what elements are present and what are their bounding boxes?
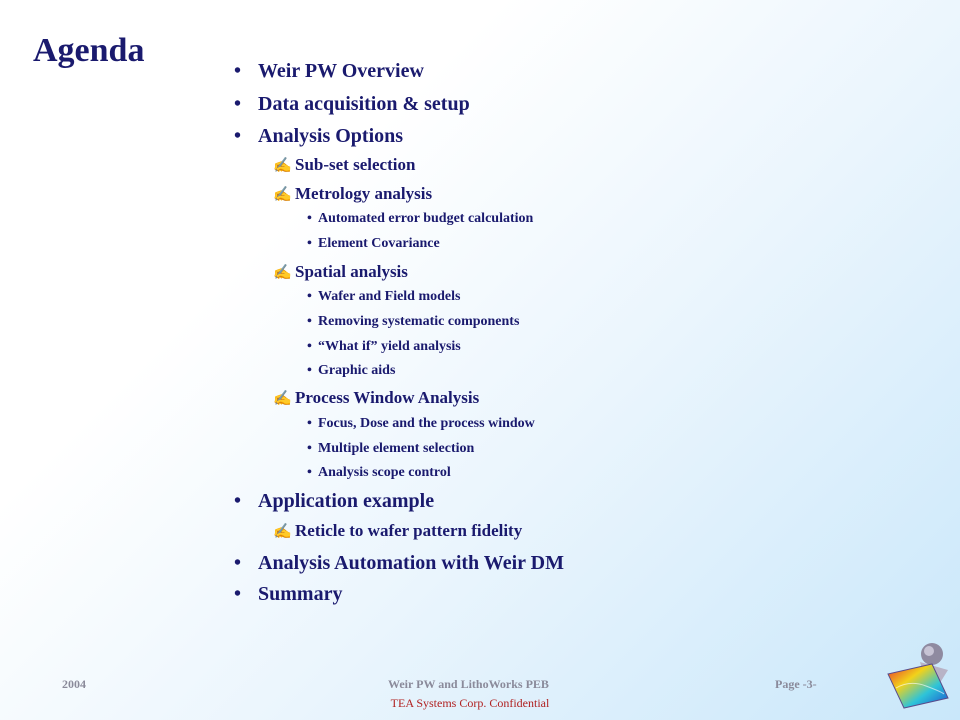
bullet-icon: •	[234, 552, 242, 574]
wafer-map-logo-icon	[886, 640, 954, 710]
agenda-item-level2	[273, 262, 408, 282]
agenda-item-text: Multiple element selection	[318, 441, 475, 456]
agenda-item-text: Graphic aids	[318, 363, 396, 378]
footer-title: Weir PW and LithoWorks PEB	[388, 677, 549, 691]
agenda-item-level2	[273, 184, 432, 204]
agenda-item-level3	[307, 314, 519, 330]
agenda-item-text: Reticle to wafer pattern fidelity	[295, 521, 523, 540]
agenda-item-level1	[234, 60, 424, 83]
bullet-icon: •	[307, 363, 312, 378]
agenda-item-level3	[307, 289, 460, 305]
pen-bullet-icon: ✍	[273, 265, 292, 281]
agenda-item-text: Spatial analysis	[295, 262, 408, 281]
agenda-item-level3	[307, 236, 440, 252]
agenda-item-level1	[234, 93, 470, 116]
agenda-item-text: Application example	[258, 490, 435, 512]
agenda-item-level3	[307, 416, 535, 432]
agenda-item-text: Analysis Options	[258, 125, 404, 147]
bullet-icon: •	[307, 339, 312, 354]
bullet-icon: •	[307, 465, 312, 480]
agenda-item-text: “What if” yield analysis	[318, 339, 461, 354]
agenda-item-text: Weir PW Overview	[258, 60, 424, 82]
agenda-item-text: Sub-set selection	[295, 155, 416, 174]
agenda-item-level3	[307, 465, 451, 481]
agenda-item-level1	[234, 552, 564, 575]
agenda-item-text: Analysis scope control	[318, 465, 451, 480]
pen-bullet-icon: ✍	[273, 187, 292, 203]
bullet-icon: •	[307, 441, 312, 456]
footer-page-number: Page -3-	[775, 677, 817, 691]
bullet-icon: •	[234, 490, 242, 512]
bullet-icon: •	[307, 289, 312, 304]
agenda-item-level2	[273, 388, 479, 408]
pen-bullet-icon: ✍	[273, 158, 292, 174]
agenda-item-text: Analysis Automation with Weir DM	[258, 552, 564, 574]
agenda-item-text: Element Covariance	[318, 236, 440, 251]
bullet-icon: •	[307, 314, 312, 329]
agenda-item-level1	[234, 490, 434, 513]
agenda-item-level3	[307, 339, 461, 355]
bullet-icon: •	[234, 93, 242, 115]
footer-confidential: TEA Systems Corp. Confidential	[390, 696, 550, 710]
bullet-icon: •	[307, 211, 312, 226]
bullet-icon: •	[307, 236, 312, 251]
agenda-item-level1	[234, 583, 342, 606]
agenda-item-text: Process Window Analysis	[295, 388, 480, 407]
agenda-item-level3	[307, 441, 474, 457]
agenda-item-text: Focus, Dose and the process window	[318, 416, 535, 431]
agenda-item-text: Removing systematic components	[318, 314, 520, 329]
footer-year: 2004	[62, 677, 86, 691]
agenda-item-level2	[273, 155, 415, 175]
slide-title: Agenda	[33, 32, 145, 69]
bullet-icon: •	[234, 60, 242, 82]
agenda-item-level3	[307, 211, 533, 227]
bullet-icon: •	[234, 583, 242, 605]
agenda-item-text: Metrology analysis	[295, 184, 433, 203]
pen-bullet-icon: ✍	[273, 524, 292, 540]
bullet-icon: •	[234, 125, 242, 147]
agenda-item-text: Wafer and Field models	[318, 289, 461, 304]
agenda-item-text: Data acquisition & setup	[258, 93, 470, 115]
bullet-icon: •	[307, 416, 312, 431]
agenda-item-level3	[307, 363, 395, 379]
pen-bullet-icon: ✍	[273, 391, 292, 407]
agenda-item-level2	[273, 521, 522, 541]
agenda-item-text: Summary	[258, 583, 343, 605]
agenda-item-level1	[234, 125, 403, 148]
agenda-item-text: Automated error budget calculation	[318, 211, 534, 226]
